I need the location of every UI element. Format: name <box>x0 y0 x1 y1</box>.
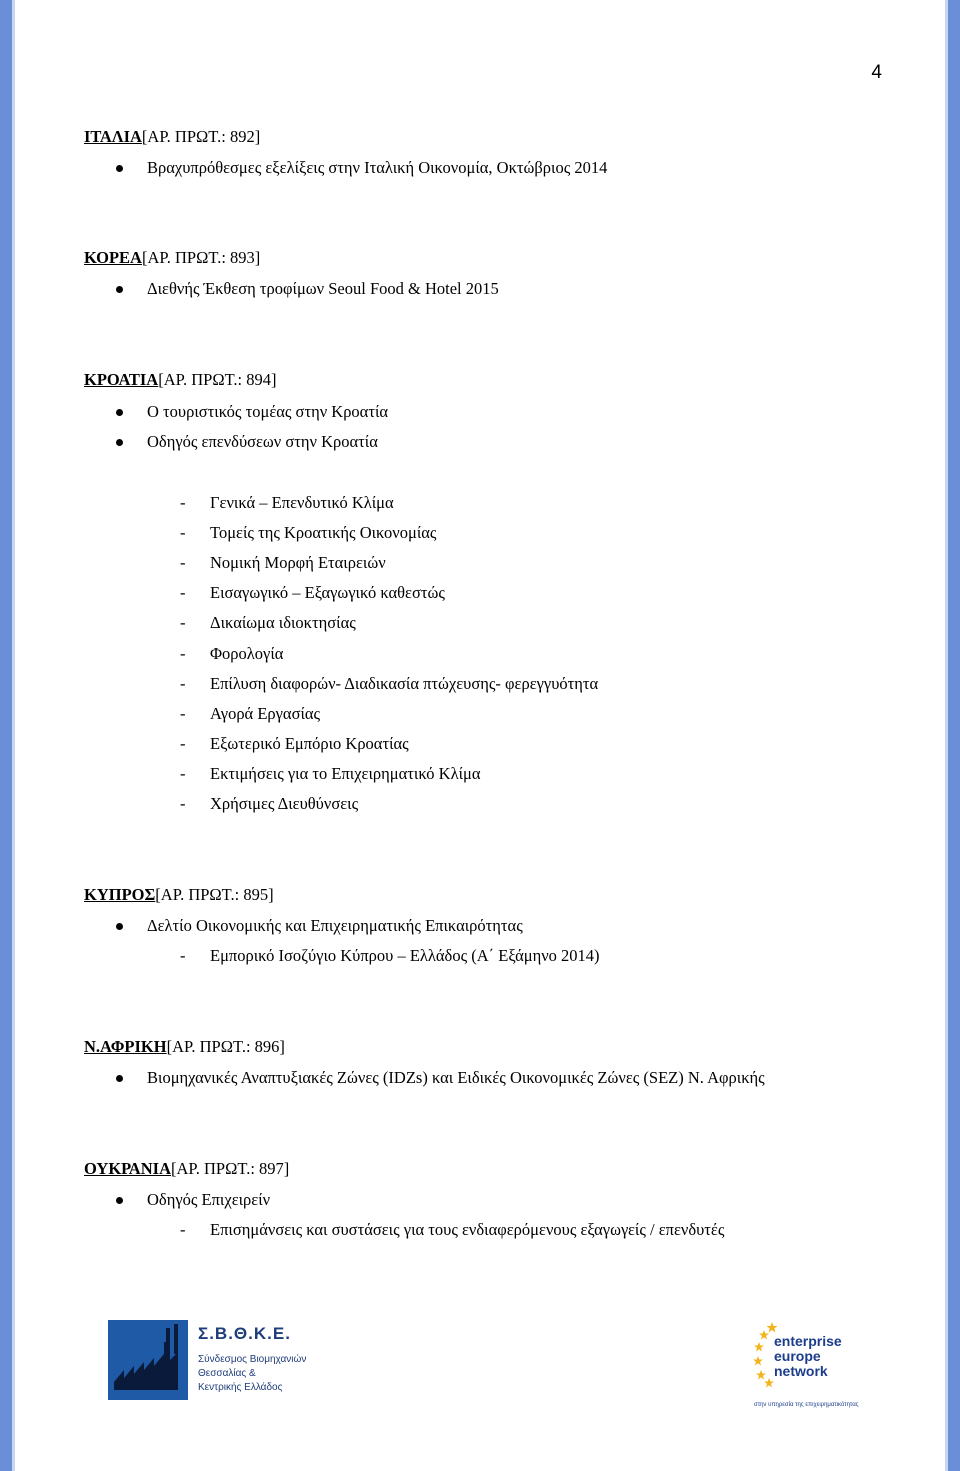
bullet-text: Δελτίο Οικονομικής και Επιχειρηματικής Επικαιρότητας <box>147 916 523 935</box>
dash-text: Εισαγωγικό – Εξαγωγικό καθεστώς <box>210 583 445 602</box>
bullet-icon <box>116 1075 123 1082</box>
section-heading-croatia <box>84 370 277 390</box>
bullet-text: Βιομηχανικές Αναπτυξιακές Ζώνες (IDZs) και Ειδικές Οικονομικές Ζώνες (SEZ) Ν. Αφρικής <box>147 1068 765 1087</box>
bullet-text: Βραχυπρόθεσμες εξελίξεις στην Ιταλική Οικονομία, Οκτώβριος 2014 <box>147 158 608 177</box>
dash-symbol: - <box>180 704 186 723</box>
bullet-icon <box>116 923 123 930</box>
page-frame-left-inner <box>12 0 15 1471</box>
dash-symbol: - <box>180 523 186 542</box>
sbvke-logo <box>108 1320 318 1400</box>
bullet-text: Οδηγός Επιχειρείν <box>147 1190 271 1209</box>
protocol-ref: [ΑΡ. ΠΡΩΤ.: 894] <box>158 370 277 389</box>
dash-symbol: - <box>180 553 186 572</box>
sbvke-line1: Σύνδεσμος Βιομηχανιών <box>198 1354 307 1365</box>
dash-text: Εξωτερικό Εμπόριο Κροατίας <box>210 734 409 753</box>
page-number: 4 <box>871 62 882 83</box>
bullet-text: Οδηγός επενδύσεων στην Κροατία <box>147 432 378 451</box>
dash-text: Γενικά – Επενδυτικό Κλίμα <box>210 493 394 512</box>
factory-icon <box>108 1320 188 1400</box>
country-name: ΙΤΑΛΙΑ <box>84 127 142 146</box>
section-heading-ukraine <box>84 1159 289 1179</box>
een-word-enterprise: enterprise <box>774 1333 842 1349</box>
bullet-text: Ο τουριστικός τομέας στην Κροατία <box>147 402 389 421</box>
section-heading-cyprus <box>84 885 274 905</box>
bullet-icon <box>116 165 123 172</box>
dash-text: Φορολογία <box>210 644 284 663</box>
protocol-ref: [ΑΡ. ΠΡΩΤ.: 897] <box>170 1159 290 1178</box>
bullet-icon <box>116 286 123 293</box>
dash-symbol: - <box>180 946 186 965</box>
bullet-text: Διεθνής Έκθεση τροφίμων Seoul Food & Hotel 2015 <box>147 279 499 298</box>
protocol-ref: [ΑΡ. ΠΡΩΤ.: 896] <box>166 1037 285 1056</box>
dash-symbol: - <box>180 794 186 813</box>
dash-text: Εκτιμήσεις για το Επιχειρηματικό Κλίμα <box>210 764 481 783</box>
sbvke-line2: Θεσσαλίας & <box>198 1368 256 1379</box>
page-frame-right-inner <box>945 0 948 1471</box>
dash-symbol: - <box>180 674 186 693</box>
sbvke-line3: Κεντρικής Ελλάδος <box>198 1382 283 1393</box>
section-heading-italy <box>84 127 260 147</box>
country-name: Ν.ΑΦΡΙΚΗ <box>84 1037 167 1056</box>
dash-symbol: - <box>180 613 186 632</box>
een-word-network: network <box>774 1363 828 1379</box>
bullet-icon <box>116 1197 123 1204</box>
dash-text: Χρήσιμες Διευθύνσεις <box>210 794 359 813</box>
dash-text: Δικαίωμα ιδιοκτησίας <box>210 613 356 632</box>
country-name: ΚΡΟΑΤΙΑ <box>84 370 159 389</box>
bullet-icon <box>116 439 123 446</box>
protocol-ref: [ΑΡ. ΠΡΩΤ.: 895] <box>155 885 274 904</box>
country-name: ΟΥΚΡΑΝΙΑ <box>84 1159 171 1178</box>
dash-symbol: - <box>180 764 186 783</box>
bullet-icon <box>116 409 123 416</box>
enterprise-europe-network-logo <box>752 1318 862 1413</box>
protocol-ref: [ΑΡ. ΠΡΩΤ.: 892] <box>141 127 261 146</box>
een-word-europe: europe <box>774 1348 821 1364</box>
dash-text: Επίλυση διαφορών- Διαδικασία πτώχευσης- φερεγγυότητα <box>210 674 599 693</box>
page-frame-left <box>0 0 12 1471</box>
dash-symbol: - <box>180 493 186 512</box>
dash-text: Αγορά Εργασίας <box>210 704 321 723</box>
dash-symbol: - <box>180 1220 186 1239</box>
dash-text: Επισημάνσεις και συστάσεις για τους ενδιαφερόμενους εξαγωγείς / επενδυτές <box>210 1220 725 1239</box>
dash-symbol: - <box>180 734 186 753</box>
dash-symbol: - <box>180 583 186 602</box>
page-frame-right <box>948 0 960 1471</box>
sbvke-title: Σ.Β.Θ.Κ.Ε. <box>198 1324 291 1343</box>
section-heading-korea <box>84 248 260 268</box>
dash-symbol: - <box>180 644 186 663</box>
country-name: ΚΥΠΡΟΣ <box>84 885 156 904</box>
protocol-ref: [ΑΡ. ΠΡΩΤ.: 893] <box>141 248 261 267</box>
section-heading-south-africa <box>84 1037 285 1057</box>
dash-text: Νομική Μορφή Εταιρειών <box>210 553 386 572</box>
een-tagline: στην υπηρεσία της επιχειρηματικότητας <box>754 1402 859 1408</box>
dash-text: Εμπορικό Ισοζύγιο Κύπρου – Ελλάδος (Α΄ Εξάμηνο 2014) <box>210 946 600 965</box>
country-name: ΚΟΡΕΑ <box>84 248 142 267</box>
dash-text: Τομείς της Κροατικής Οικονομίας <box>210 523 437 542</box>
